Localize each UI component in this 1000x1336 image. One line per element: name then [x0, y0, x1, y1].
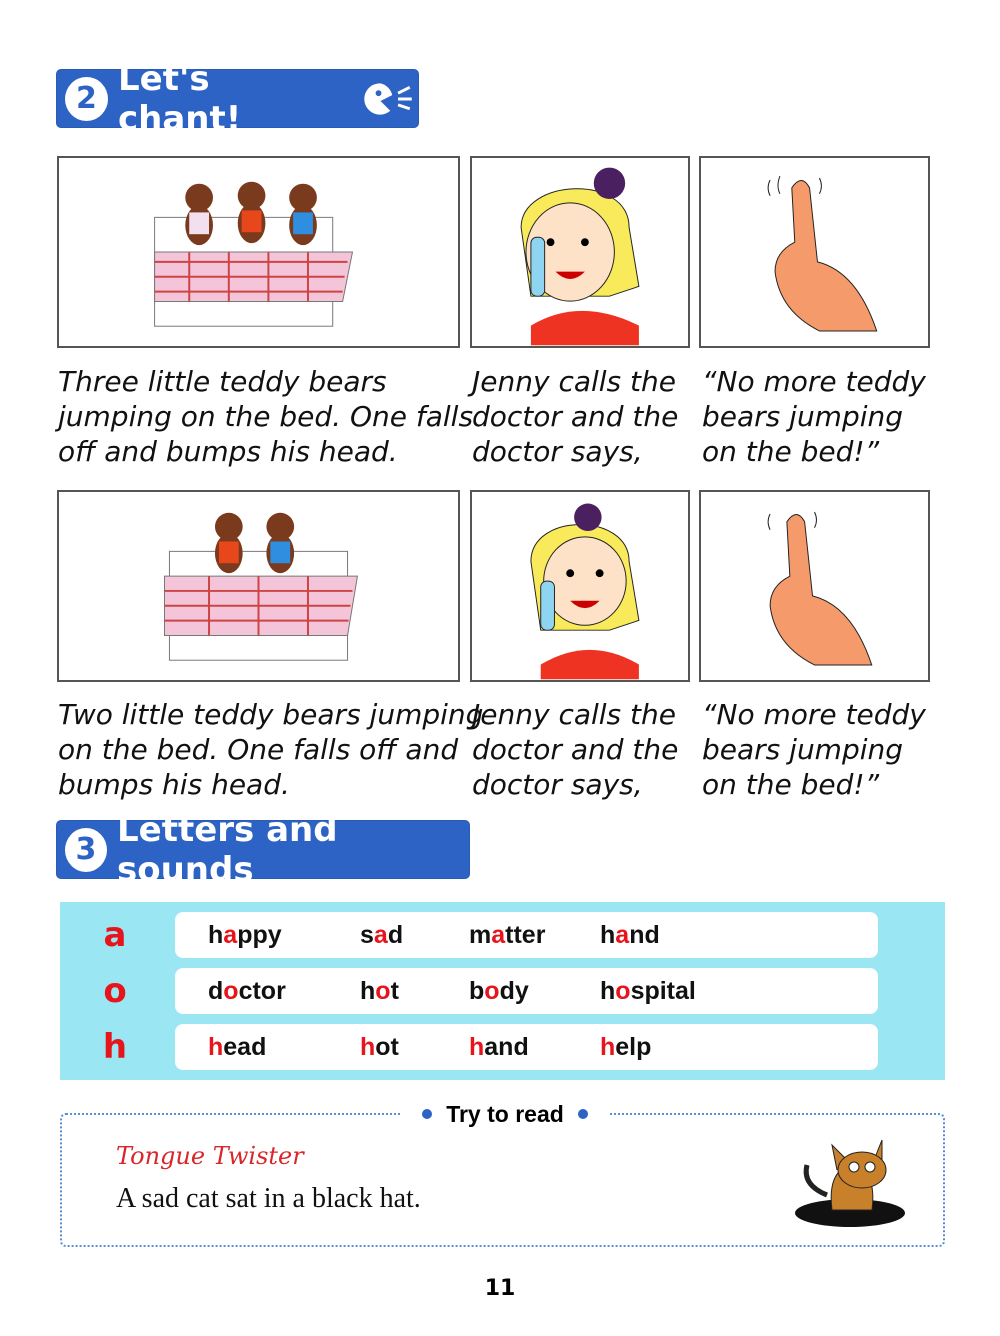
highlighted-letter: o: [223, 977, 239, 1005]
caption-5: Jenny calls the doctor and the doctor says,: [472, 698, 679, 801]
highlighted-letter: a: [373, 921, 388, 949]
word-part: and: [484, 1033, 529, 1061]
word-part: d: [208, 977, 224, 1005]
page-number: 11: [484, 1276, 516, 1301]
word-part: h: [600, 977, 616, 1005]
highlighted-letter: h: [600, 1033, 616, 1061]
word-part: ctor: [238, 977, 286, 1005]
letter-row-a: [60, 912, 945, 958]
cat-in-hat-image: [792, 1125, 912, 1240]
word-part: t: [390, 977, 399, 1005]
word-part: d: [387, 921, 404, 949]
example-word: [208, 912, 282, 958]
letter-row-h: [60, 1024, 945, 1070]
chant-mouth-icon: [359, 79, 418, 119]
highlighted-letter: a: [615, 921, 630, 949]
word-strip: [175, 1024, 878, 1070]
tongue-twister-sentence: A sad cat sat in a black hat.: [116, 1183, 421, 1214]
caption-2: Jenny calls the doctor and the doctor says,: [472, 365, 679, 468]
example-word: [600, 912, 660, 958]
wagging-finger-image: [699, 156, 930, 348]
example-word: [469, 968, 529, 1014]
highlighted-letter: o: [615, 977, 631, 1005]
jenny-on-phone-image-2: [470, 490, 690, 682]
word-part: h: [360, 977, 376, 1005]
example-word: [208, 1024, 266, 1070]
bears-on-bed-three-image: [57, 156, 460, 348]
example-word: [469, 1024, 529, 1070]
word-part: dy: [499, 977, 529, 1005]
caption-1: Three little teddy bears jumping on the bed. One falls off and bumps his head.: [58, 365, 474, 468]
example-word: [360, 1024, 399, 1070]
wagging-finger-image-2: [699, 490, 930, 682]
try-to-read-title: [400, 1098, 610, 1130]
caption-4: Two little teddy bears jumping on the bed. One falls off and bumps his head.: [58, 698, 484, 801]
word-part: ot: [375, 1033, 399, 1061]
word-strip: [175, 912, 878, 958]
section-title: Let's chant!: [117, 58, 242, 139]
section-number: 3: [65, 828, 107, 872]
word-part: ead: [223, 1033, 267, 1061]
bullet-dot: [578, 1109, 588, 1119]
section-header-chant: [57, 58, 418, 139]
word-part: b: [469, 977, 485, 1005]
example-word: [360, 968, 399, 1014]
example-word: [600, 968, 696, 1014]
caption-6: “No more teddy bears jumping on the bed!”: [702, 698, 926, 801]
caption-3: “No more teddy bears jumping on the bed!”: [702, 365, 926, 468]
highlighted-letter: h: [469, 1033, 485, 1061]
word-part: s: [360, 921, 374, 949]
bullet-dot: [422, 1109, 432, 1119]
example-word: [208, 968, 286, 1014]
letter-row-o: [60, 968, 945, 1014]
letters-sounds-table: [60, 902, 945, 1080]
word-part: h: [600, 921, 616, 949]
word-part: ppy: [237, 921, 282, 949]
highlighted-letter: h: [208, 1033, 224, 1061]
highlighted-letter: a: [223, 921, 238, 949]
word-part: m: [469, 921, 492, 949]
word-strip: [175, 968, 878, 1014]
word-part: nd: [629, 921, 660, 949]
try-title-text: Try to read: [446, 1100, 564, 1127]
highlighted-letter: o: [375, 977, 391, 1005]
word-part: tter: [505, 921, 546, 949]
target-letter: h: [102, 1027, 128, 1067]
example-word: [469, 912, 545, 958]
example-word: [600, 1024, 651, 1070]
section-title: Letters and sounds: [116, 809, 338, 890]
bears-on-bed-two-image: [57, 490, 460, 682]
word-part: elp: [615, 1033, 652, 1061]
jenny-on-phone-image: [470, 156, 690, 348]
highlighted-letter: o: [484, 977, 500, 1005]
example-word: [360, 912, 403, 958]
word-part: h: [208, 921, 224, 949]
word-part: spital: [630, 977, 696, 1005]
highlighted-letter: h: [360, 1033, 376, 1061]
section-header-letters: [57, 809, 469, 890]
target-letter: a: [103, 915, 127, 955]
target-letter: o: [103, 971, 127, 1011]
tongue-twister-label: Tongue Twister: [116, 1142, 304, 1170]
section-number: 2: [65, 77, 108, 121]
highlighted-letter: a: [491, 921, 506, 949]
